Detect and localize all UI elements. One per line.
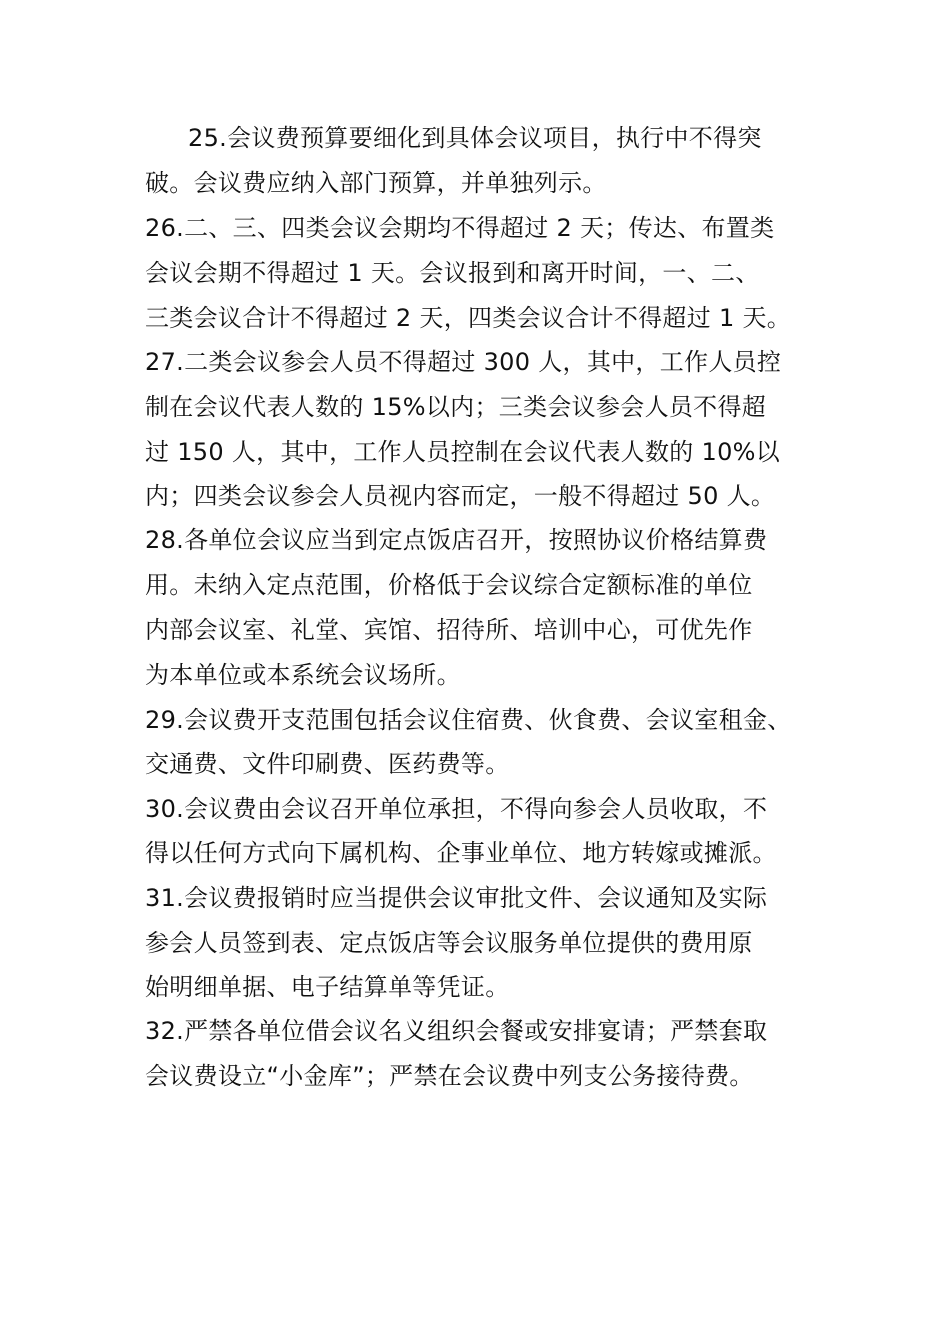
text-line: 28.各单位会议应当到定点饭店召开，按照协议价格结算费 — [145, 526, 768, 554]
text-line: 内；四类会议参会人员视内容而定，一般不得超过 50 人。 — [145, 482, 776, 510]
text-line: 始明细单据、电子结算单等凭证。 — [145, 973, 510, 1001]
text-line: 会议费设立“小金库”；严禁在会议费中列支公务接待费。 — [145, 1062, 754, 1090]
text-line: 29.会议费开支范围包括会议住宿费、伙食费、会议室租金、 — [145, 706, 792, 734]
text-line: 26.二、三、四类会议会期均不得超过 2 天；传达、布置类 — [145, 214, 775, 242]
text-line: 过 150 人，其中，工作人员控制在会议代表人数的 10%以 — [145, 438, 781, 466]
text-line: 用。未纳入定点范围，价格低于会议综合定额标准的单位 — [145, 571, 753, 599]
text-line: 三类会议合计不得超过 2 天，四类会议合计不得超过 1 天。 — [145, 304, 792, 332]
text-line: 32.严禁各单位借会议名义组织会餐或安排宴请；严禁套取 — [145, 1017, 768, 1045]
text-line: 制在会议代表人数的 15%以内；三类会议参会人员不得超 — [145, 393, 767, 421]
text-line: 30.会议费由会议召开单位承担，不得向参会人员收取，不 — [145, 795, 768, 823]
text-line: 破。会议费应纳入部门预算，并单独列示。 — [145, 169, 607, 197]
text-line: 为本单位或本系统会议场所。 — [145, 661, 461, 689]
text-line: 得以任何方式向下属机构、企事业单位、地方转嫁或摊派。 — [145, 839, 777, 867]
text-line: 31.会议费报销时应当提供会议审批文件、会议通知及实际 — [145, 884, 768, 912]
text-line: 25.会议费预算要细化到具体会议项目，执行中不得突 — [188, 124, 762, 152]
text-line: 交通费、文件印刷费、医药费等。 — [145, 750, 510, 778]
text-line: 会议会期不得超过 1 天。会议报到和离开时间，一、二、 — [145, 259, 760, 287]
text-line: 内部会议室、礼堂、宾馆、招待所、培训中心，可优先作 — [145, 616, 753, 644]
text-line: 参会人员签到表、定点饭店等会议服务单位提供的费用原 — [145, 929, 753, 957]
text-line: 27.二类会议参会人员不得超过 300 人，其中，工作人员控 — [145, 348, 782, 376]
